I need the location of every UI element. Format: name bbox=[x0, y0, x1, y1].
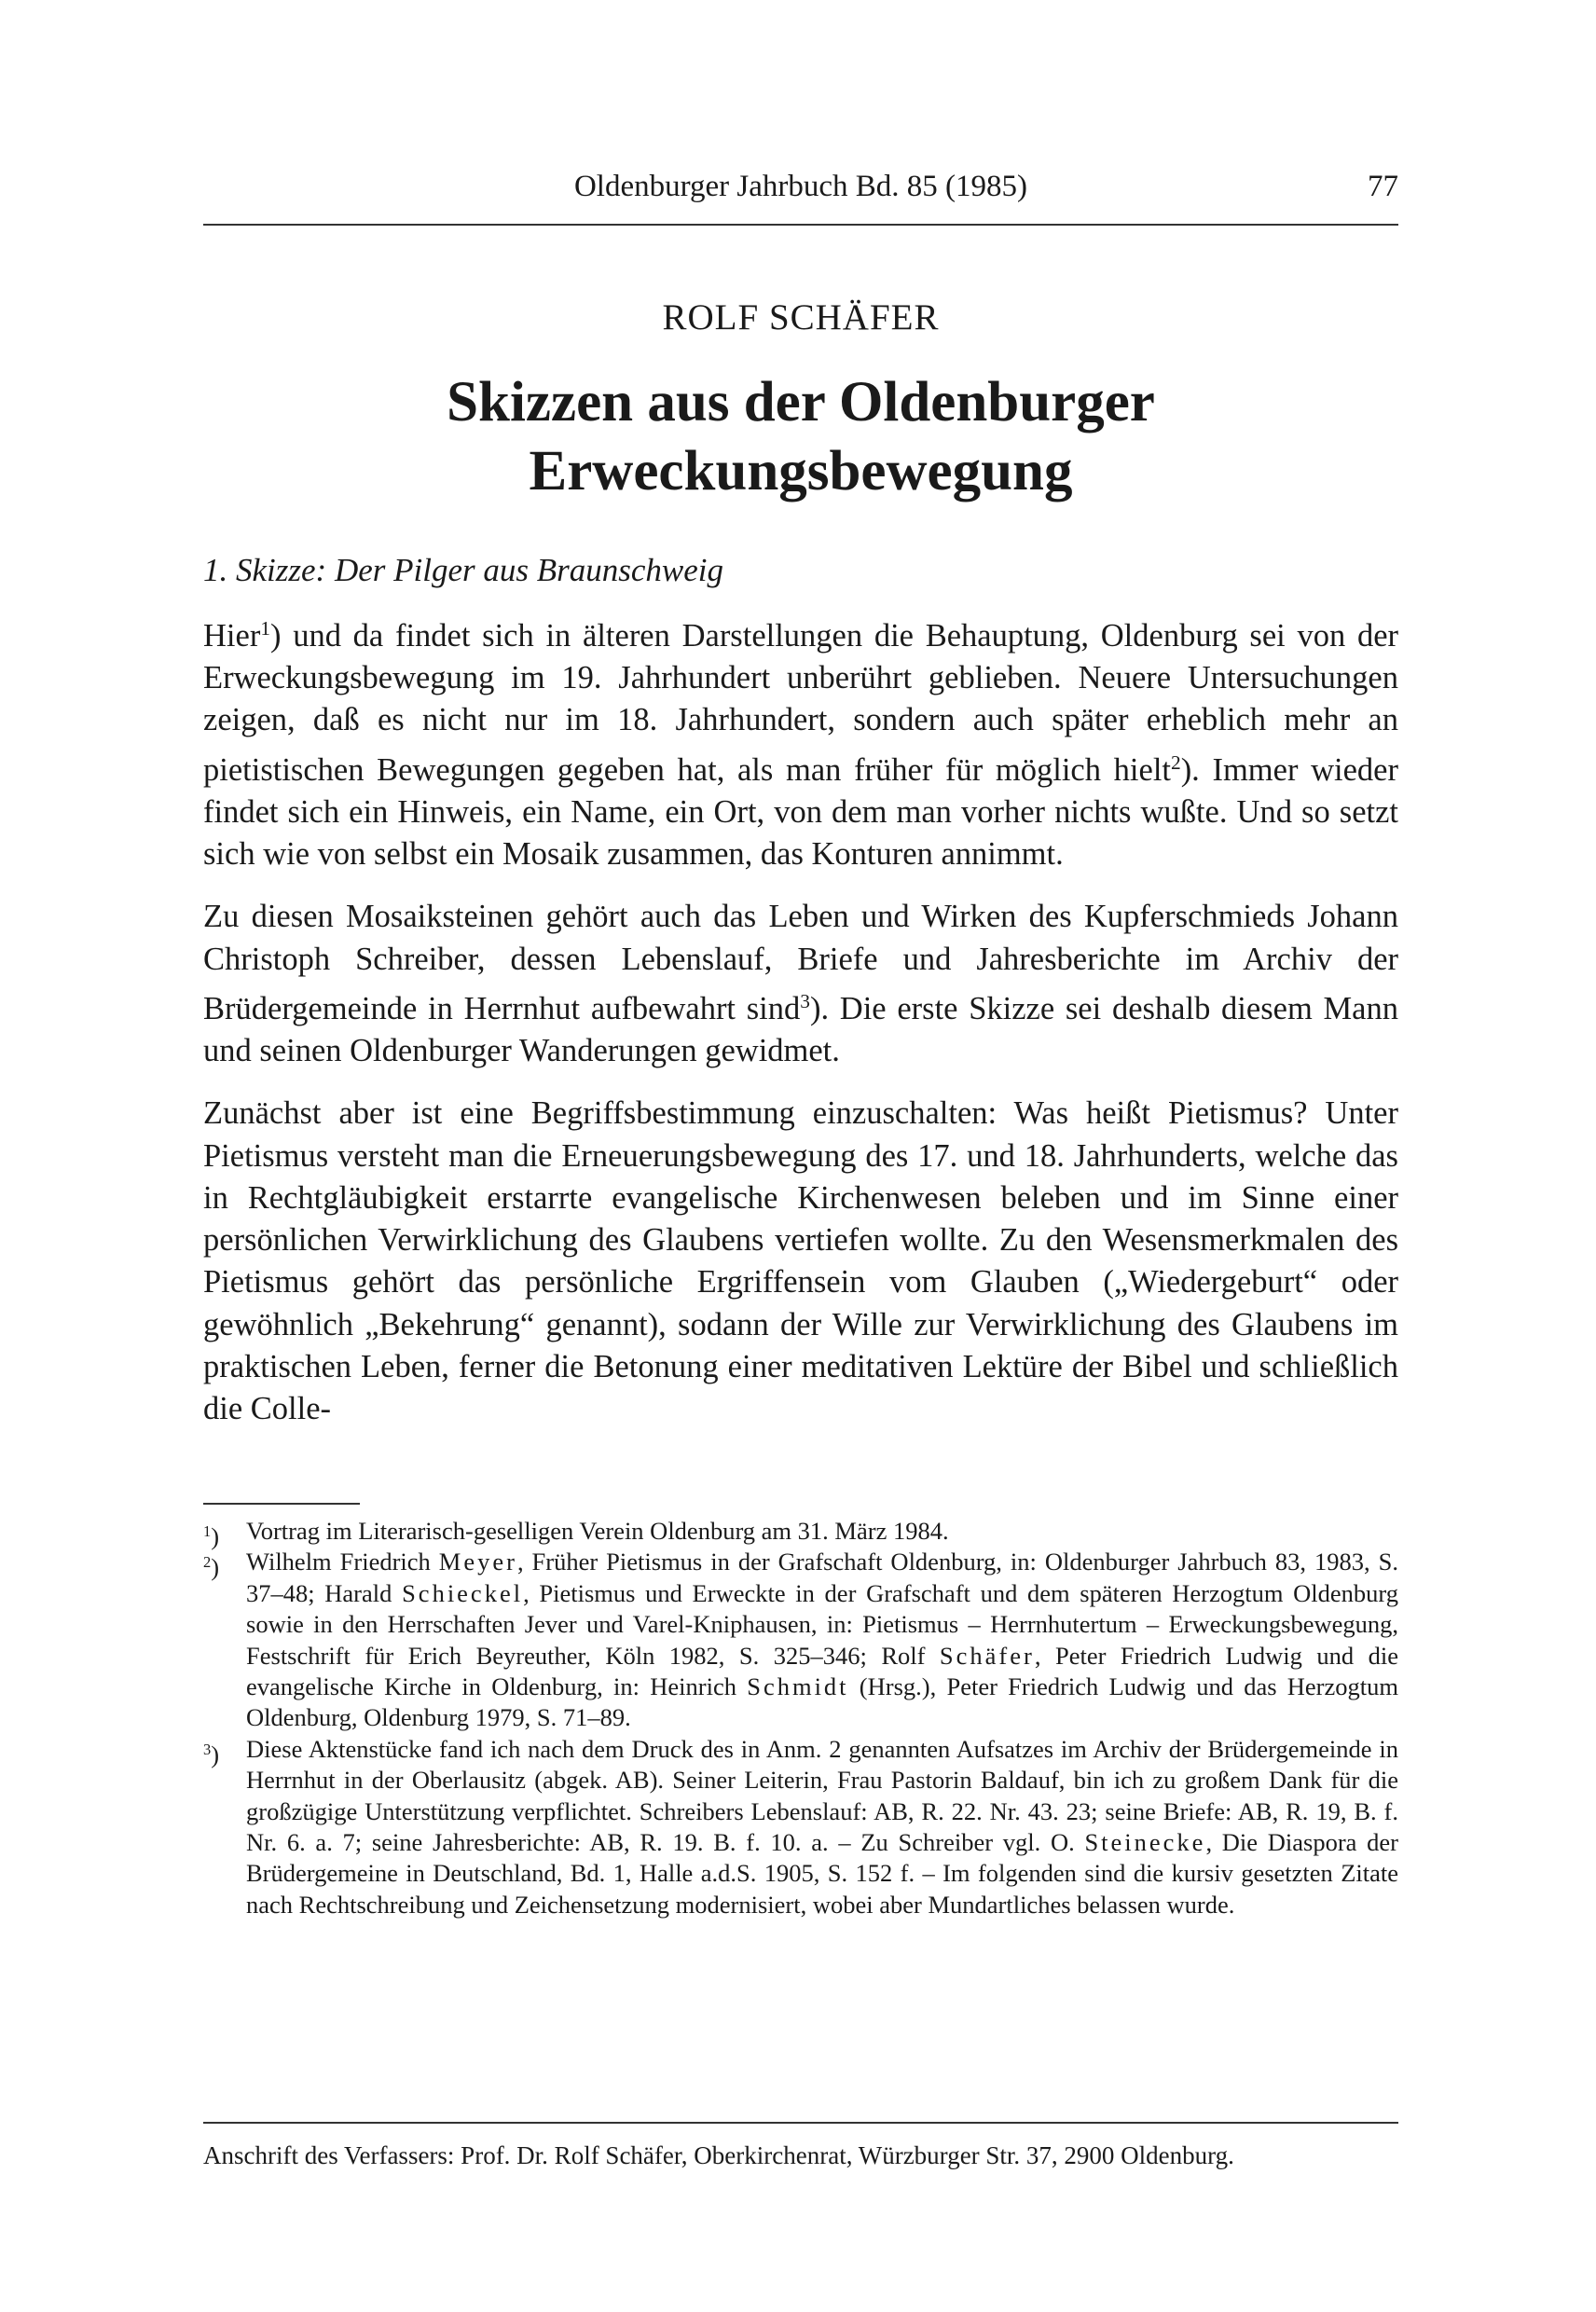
header-rule bbox=[203, 224, 1398, 226]
footnote-2-name-meyer: Meyer bbox=[438, 1548, 517, 1576]
author-address: Anschrift des Verfassers: Prof. Dr. Rolf Schäfer, Oberkirchenrat, Würzburger Str. 37, 2900 Oldenburg. bbox=[203, 2141, 1234, 2169]
footnote-ref-2: 2 bbox=[1171, 750, 1181, 774]
article-title bbox=[203, 368, 1398, 506]
footnote-1-text: Vortrag im Literarisch-geselligen Verein Oldenburg am 31. März 1984. bbox=[246, 1517, 949, 1545]
footnote-3: $^3$) Diese Aktenstücke fand ich nach dem Druck des in Anm. 2 genannten Aufsatzes im Archiv der Brüdergemeinde in Herrnhut in der Oberlausitz (abgek. AB). Seiner Leiterin, Frau Pastorin Baldauf, bin ich zu großem Dank für die großzügige Unterstützung verpflichtet. Schreibers Lebenslauf: AB, R. 22. Nr. 43. 23; seine Briefe: AB, R. 19, B. f. Nr. 6. a. 7; seine Jahresberichte: AB, R. 19. B. f. 10. a. – Zu Schreiber vgl. O. Steinecke, Die Diaspora der Brüdergemeine in Deutschland, Bd. 1, Halle a.d.S. 1905, S. 152 f. – Im folgenden sind die kursiv gesetzten Zitate nach Rechtschreibung und Zeichensetzung modernisiert, wobei aber Mundartliches belassen wurde. bbox=[203, 1734, 1398, 1919]
section-heading: 1. Skizze: Der Pilger aus Braunschweig bbox=[203, 552, 723, 588]
footnote-ref-3: 3 bbox=[800, 989, 810, 1012]
footnote-1-mark: $^1$) bbox=[203, 1522, 220, 1551]
footnote-2-name-schaefer: Schäfer bbox=[939, 1641, 1035, 1670]
page-number: 77 bbox=[1368, 170, 1398, 203]
paragraph-2-part-a: Zu diesen Mosaiksteinen gehört auch das Leben und Wirken des Kupferschmieds Johann Christoph Schreiber, dessen Lebenslauf, Briefe und Jahresberichte im Archiv der Brüdergemeinde in Herrnhut aufbewahrt sind bbox=[203, 899, 1398, 1026]
paragraph-2-part-b: ). Die erste Skizze sei deshalb diesem Mann und seinen Oldenburger Wanderungen gewidmet. bbox=[203, 990, 1398, 1068]
article-title-line-1: Skizzen aus der Oldenburger bbox=[447, 371, 1155, 434]
footnote-1 bbox=[203, 1516, 1398, 1551]
footnote-2-name-schieckel: Schieckel bbox=[402, 1578, 524, 1607]
footnotes bbox=[203, 1516, 1398, 1920]
footnote-3-name-steinecke: Steinecke bbox=[1084, 1828, 1206, 1857]
body-text bbox=[203, 608, 1398, 1452]
footnote-ref-1: 1 bbox=[260, 617, 270, 640]
running-title: Oldenburger Jahrbuch Bd. 85 (1985) bbox=[573, 170, 1028, 203]
paragraph-1-part-b: ) und da findet sich in älteren Darstellungen die Behauptung, Oldenburg sei von der Erweckungsbewegung im 19. Jahrhundert unberührt geblieben. Neuere Untersuchungen zeigen, daß es nicht nur im 18. Jahrhundert, sondern auch später erheblich mehr an pietistischen Bewegungen gegeben hat, als man früher für möglich hielt bbox=[203, 617, 1398, 788]
paragraph-2 bbox=[203, 896, 1398, 1072]
paragraph-3: Zunächst aber ist eine Begriffsbestimmung einzuschalten: Was heißt Pietismus? Unter Pietismus versteht man die Erneuerungsbewegung des 17. und 18. Jahrhunderts, welche das in Rechtgläubigkeit erstarrte evangelische Kirchenwesen beleben und im Sinne einer persönlichen Verwirklichung des Glaubens vertiefen wollte. Zu den Wesensmerkmalen des Pietismus gehört das persönliche Ergriffensein vom Glauben („Wiedergeburt“ oder gewöhnlich „Bekehrung“ genannt), sodann der Wille zur Verwirklichung des Glaubens im praktischen Leben, ferner die Betonung einer meditativen Lektüre der Bibel und schließlich die Colle- bbox=[203, 1095, 1398, 1427]
paragraph-1 bbox=[203, 608, 1398, 875]
footnote-2: $^2$) Wilhelm Friedrich Meyer, Früher Pietismus in der Grafschaft Oldenburg, in: Oldenburger Jahrbuch 83, 1983, S. 37–48; Harald Schieckel, Pietismus und Erweckte in der Grafschaft und dem späteren Herzogtum Oldenburg sowie in den Herrschaften Jever und Varel-Kniphausen, in: Pietismus – Herrnhutertum – Erweckungsbewegung, Festschrift für Erich Beyreuther, Köln 1982, S. 325–346; Rolf Schäfer, Peter Friedrich Ludwig und die evangelische Kirche in Oldenburg, in: Heinrich Schmidt (Hrsg.), Peter Friedrich Ludwig und das Herzogtum Oldenburg, Oldenburg 1979, S. 71–89. bbox=[203, 1548, 1398, 1732]
running-head bbox=[203, 170, 1398, 216]
paragraph-1-part-a: Hier bbox=[203, 617, 261, 654]
address-rule bbox=[203, 2122, 1398, 2124]
article-title-line-2: Erweckungsbewegung bbox=[529, 440, 1073, 502]
footnote-rule bbox=[203, 1503, 360, 1505]
footnote-3-mark: $^3$) bbox=[203, 1740, 220, 1768]
article-author: ROLF SCHÄFER bbox=[662, 297, 940, 337]
paragraph-1-part-c: ). Immer wieder findet sich ein Hinweis, ein Name, ein Ort, von dem man vorher nichts wußte. Und so setzt sich wie von selbst ein Mosaik zusammen, das Konturen annimmt. bbox=[203, 751, 1398, 872]
footnote-2-mark: $^2$) bbox=[203, 1553, 220, 1582]
footnote-2-name-schmidt: Schmidt bbox=[747, 1672, 849, 1701]
